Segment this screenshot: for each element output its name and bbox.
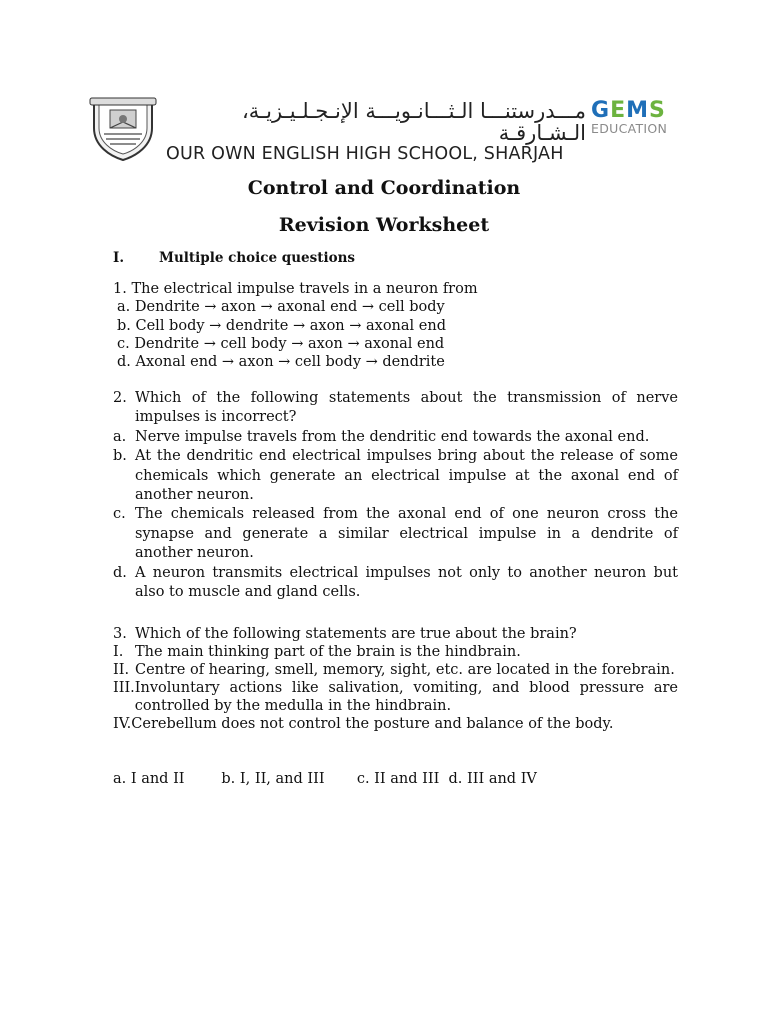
question-number: 2. [113,390,127,406]
question-1 [113,280,678,371]
question-3-statement-ii [113,661,678,679]
question-3-stem: Which of the following statements are true about the brain? [135,626,577,642]
worksheet-subtitle: Revision Worksheet [278,214,490,236]
statement-text: Involuntary actions like salivation, vomiting, and blood pressure are controlled by the medulla in the hindbrain. [134,680,678,714]
question-1-option-b: b. Cell body → dendrite → axon → axonal end [117,317,446,334]
option-label: c. [113,506,126,523]
statement-label: IV. [113,716,132,732]
statement-label: III. [113,680,135,696]
option-label: a. [113,428,127,445]
question-2-stem-row [113,389,678,428]
school-header [88,94,668,164]
school-name: OUR OWN ENGLISH HIGH SCHOOL, SHARJAH [166,144,564,164]
school-name-arabic: مـــدرستنـــا الـثـــانـويـــة الإنـجـلـيـزيـة، الـشـارقـة [241,99,586,145]
option-text: The chemicals released from the axonal end of one neuron cross the synapse and generate a similar electrical impulse in a dendrite of another neuron. [135,506,678,562]
section-number: I. [113,250,125,266]
question-2 [113,389,678,602]
question-2-stem: Which of the following statements about the transmission of nerve impulses is incorrect? [135,390,678,426]
question-1-option-d: d. Axonal end → axon → cell body → dendrite [117,354,445,371]
statement-label: II. [113,662,130,678]
option-label: b. [113,448,127,465]
question-2-option-a [113,428,678,447]
gems-education-logo [591,100,671,136]
question-1-option-c: c. Dendrite → cell body → axon → axonal end [117,335,445,352]
question-3-statement-i [113,643,678,661]
gems-logo-subtitle: EDUCATION [591,121,668,136]
question-3-stem-row [113,625,678,643]
option-label: d. [113,564,127,581]
question-3 [113,625,678,733]
option-text: At the dendritic end electrical impulses bring about the release of some chemicals which generate an electrical impulse at the axonal end of another neuron. [135,448,678,504]
statement-text: Centre of hearing, smell, memory, sight, etc. are located in the forebrain. [135,662,675,678]
school-crest-logo [88,94,158,162]
question-number: 3. [113,626,127,642]
question-3-statement-iv [113,715,678,733]
question-2-option-b [113,447,678,505]
question-1-stem: 1. The electrical impulse travels in a neuron from [113,281,478,297]
worksheet-title: Control and Coordination [247,177,521,199]
question-3-statement-iii [113,679,678,715]
statement-text: Cerebellum does not control the posture and balance of the body. [131,716,614,732]
statement-text: The main thinking part of the brain is the hindbrain. [135,644,521,660]
section-label: Multiple choice questions [159,250,356,266]
question-3-answer-choices: a. I and II b. I, II, and III c. II and III d. III and IV [113,771,537,787]
option-text: Nerve impulse travels from the dendritic end towards the axonal end. [135,428,650,445]
section-heading [113,250,355,266]
option-text: A neuron transmits electrical impulses not only to another neuron but also to muscle and gland cells. [135,564,678,601]
question-2-option-c [113,505,678,563]
gems-logo-text: GEMS [591,98,666,123]
question-1-option-a: a. Dendrite → axon → axonal end → cell body [117,299,445,316]
statement-label: I. [113,644,124,660]
question-2-option-d [113,564,678,603]
